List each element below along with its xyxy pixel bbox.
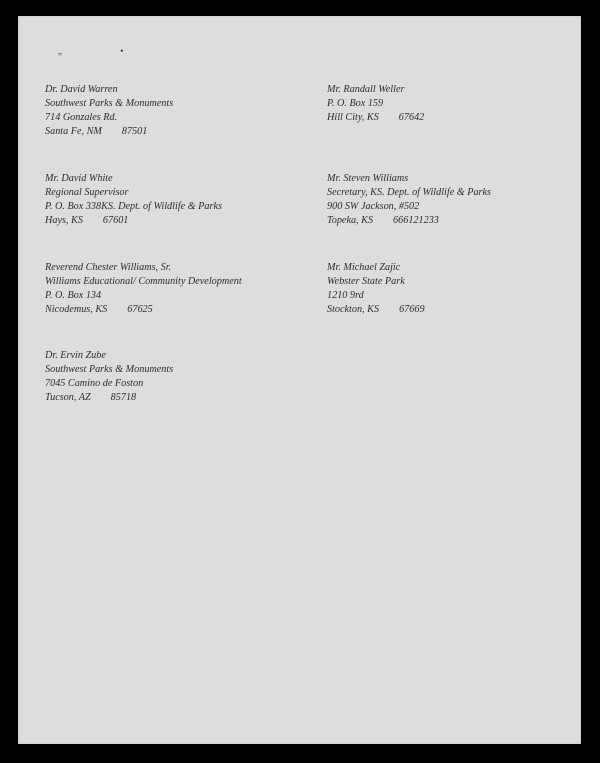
address-name: Mr. Randall Weller: [327, 84, 405, 95]
document-page: [18, 16, 581, 744]
address-city: Santa Fe, NM: [45, 126, 102, 137]
address-city: Stockton, KS: [327, 304, 380, 315]
address-block-zajic: [327, 261, 425, 317]
address-city-line: [45, 214, 222, 228]
address-name: Mr. Michael Zajic: [327, 262, 401, 273]
address-city: Tucson, AZ: [45, 392, 91, 403]
address-street: P. O. Box 134: [45, 290, 102, 301]
address-block-white: [45, 172, 222, 228]
address-city: Topeka, KS: [327, 215, 374, 226]
address-city: Nicodemus, KS: [45, 304, 108, 315]
address-zip: 67642: [398, 112, 425, 123]
address-city: Hill City, KS: [327, 112, 379, 123]
address-name: Mr. Steven Williams: [327, 173, 409, 184]
address-street: 1210 9rd: [327, 290, 364, 301]
address-street: 900 SW Jackson, #502: [327, 201, 420, 212]
address-city-line: [327, 214, 491, 228]
address-block-zube: [45, 349, 173, 405]
address-city-line: [45, 391, 173, 405]
address-title: Secretary, KS. Dept. of Wildlife & Parks: [327, 187, 492, 198]
address-organization: Webster State Park: [327, 276, 405, 287]
address-organization: Williams Educational/ Community Development: [45, 276, 242, 287]
address-block-williams-chester: [45, 261, 242, 317]
address-city-line: [327, 303, 425, 317]
stray-marks: „ •: [58, 46, 152, 56]
address-title: Regional Supervisor: [45, 187, 129, 198]
address-city-line: [45, 125, 173, 139]
address-name: Dr. Ervin Zube: [45, 350, 106, 361]
address-zip: 85718: [110, 392, 137, 403]
address-name: Dr. David Warren: [45, 84, 118, 95]
address-organization: Southwest Parks & Monuments: [45, 98, 174, 109]
address-block-warren: [45, 83, 173, 139]
address-zip: 666121233: [393, 215, 439, 226]
address-street: P. O. Box 338KS. Dept. of Wildlife & Parks: [45, 201, 222, 212]
address-city-line: [327, 111, 424, 125]
address-zip: 67669: [399, 304, 425, 315]
address-street: P. O. Box 159: [327, 98, 384, 109]
address-street: 7045 Camino de Foston: [45, 378, 144, 389]
address-zip: 67601: [102, 215, 129, 226]
address-zip: 67625: [127, 304, 153, 315]
address-street: 714 Gonzales Rd.: [45, 112, 118, 123]
address-block-weller: [327, 83, 424, 125]
address-name: Mr. David White: [45, 173, 113, 184]
address-organization: Southwest Parks & Monuments: [45, 364, 174, 375]
address-block-williams-steven: [327, 172, 491, 228]
address-city: Hays, KS: [45, 215, 83, 226]
address-name: Reverend Chester Williams, Sr.: [45, 262, 172, 273]
address-zip: 87501: [121, 126, 148, 137]
address-city-line: [45, 303, 242, 317]
